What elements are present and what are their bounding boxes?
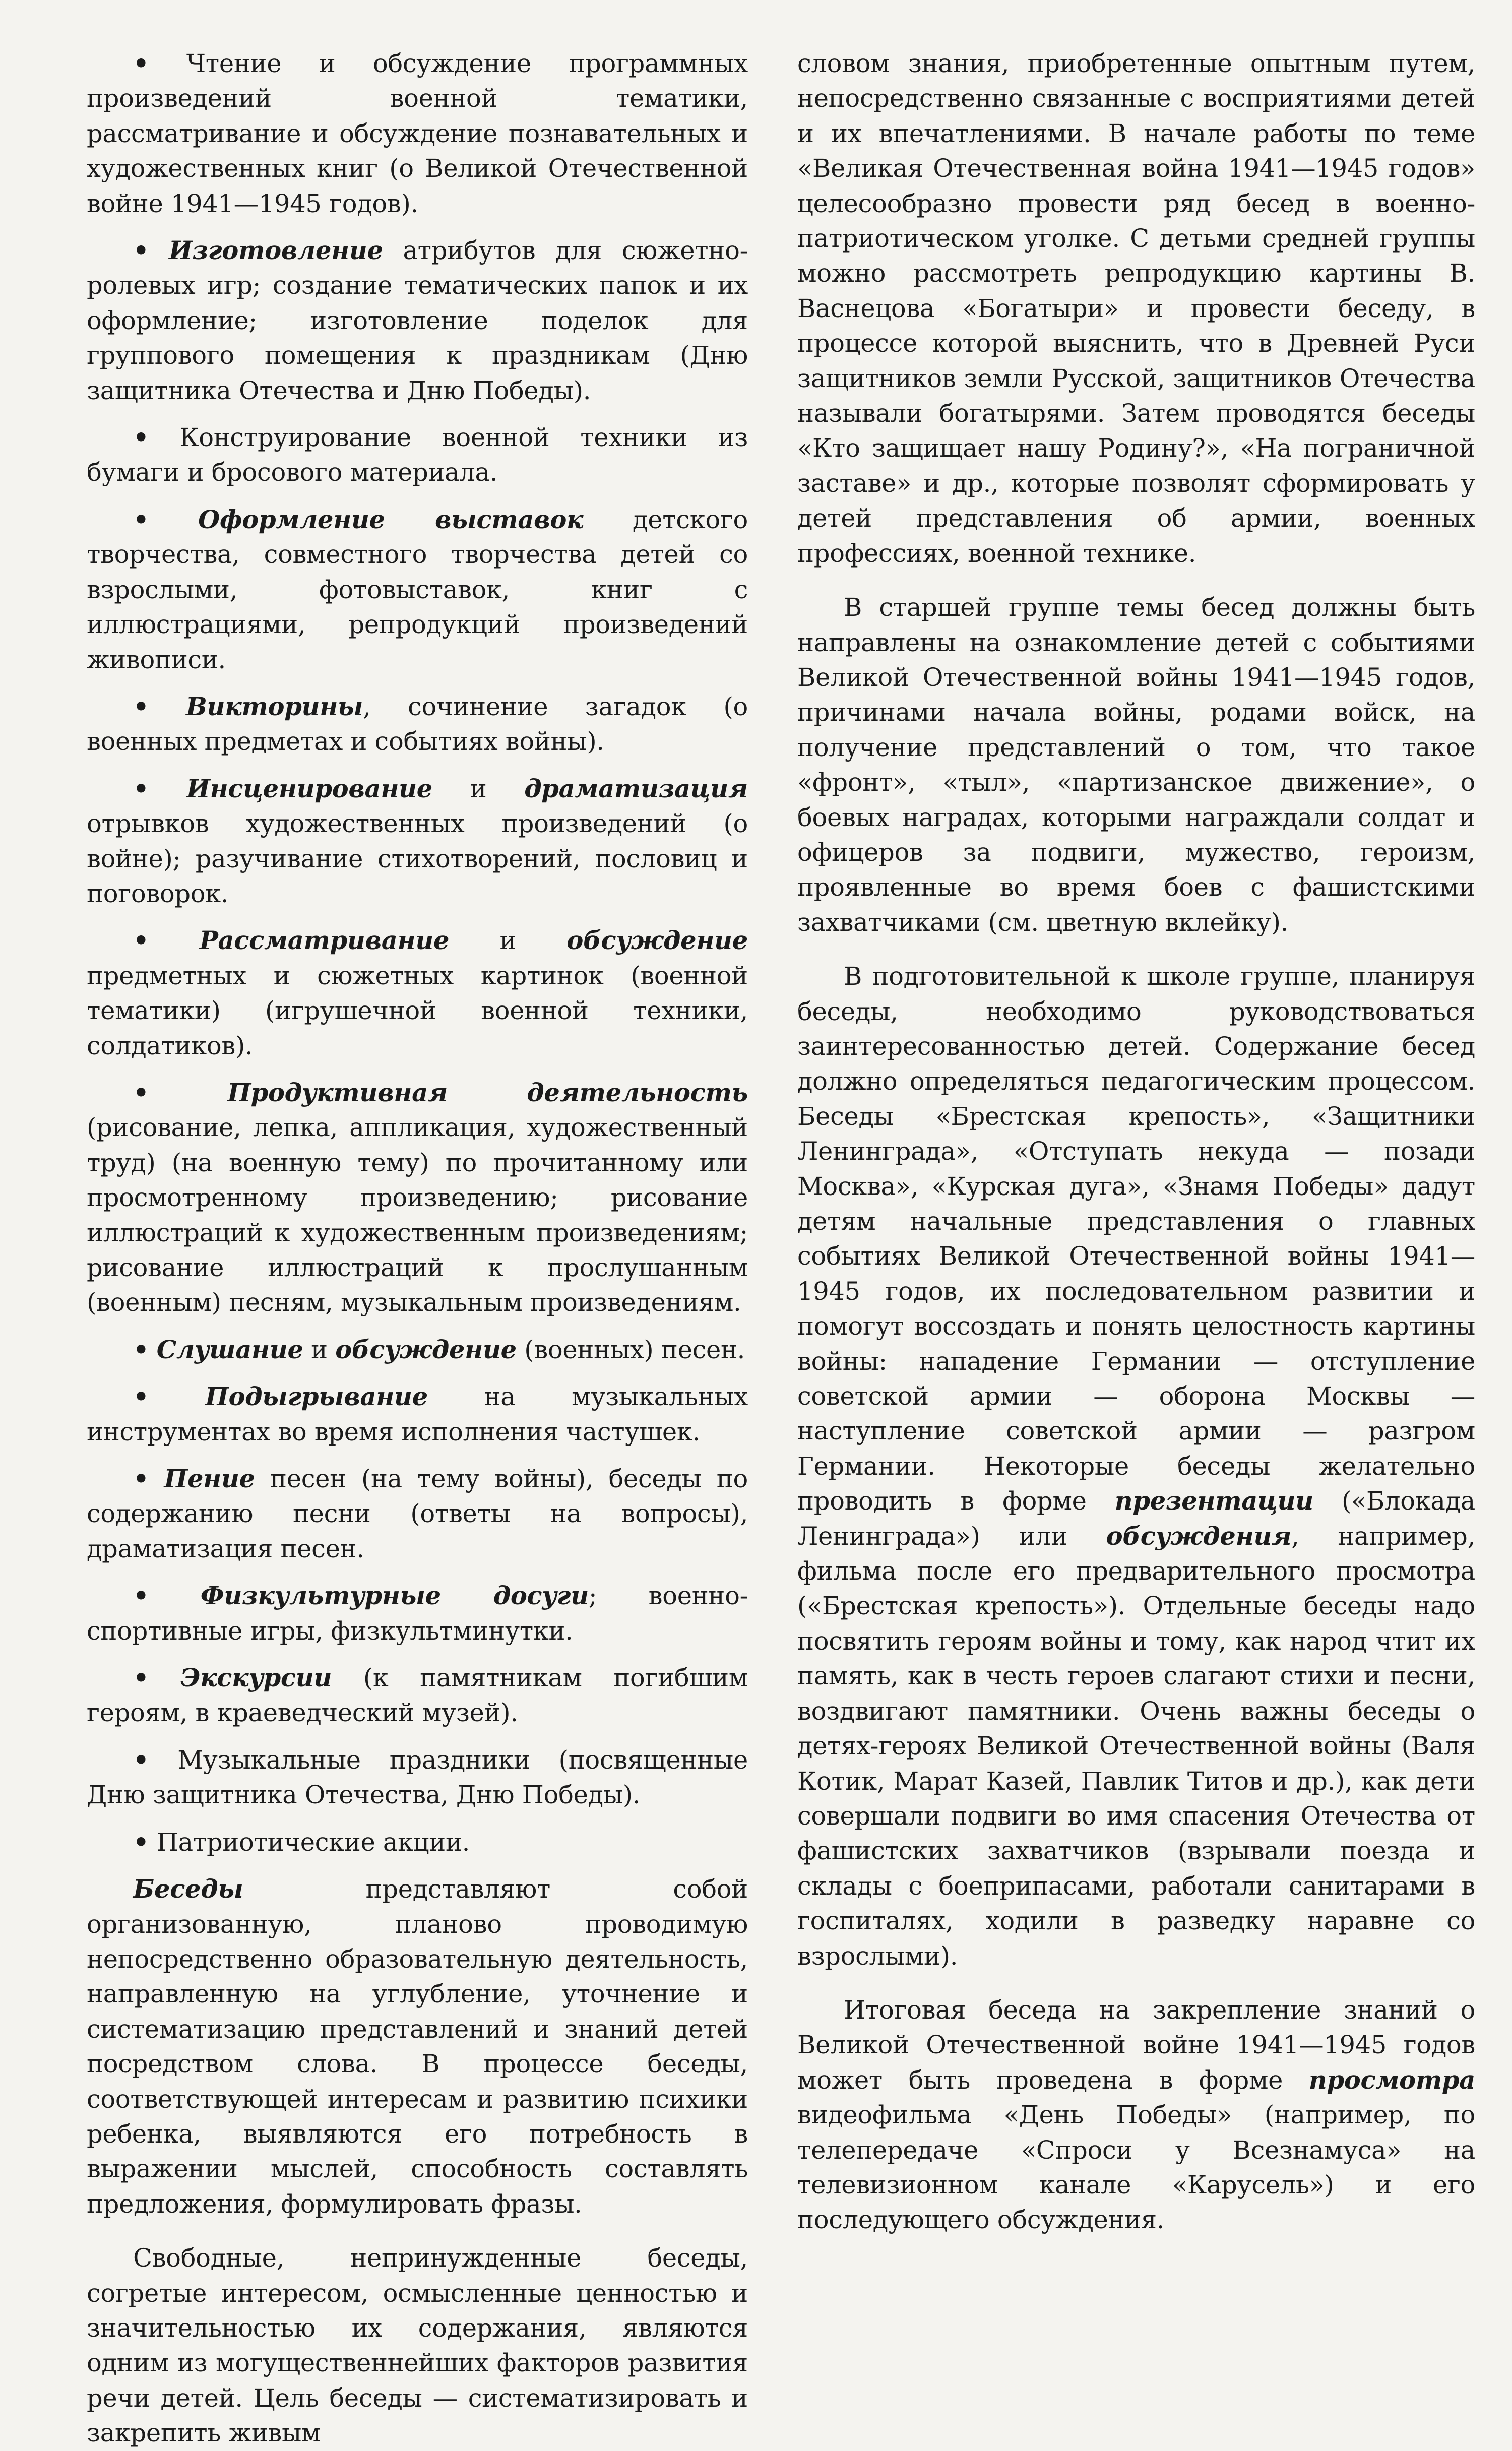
emphasis-term: Подыгрывание: [205, 1382, 428, 1412]
list-item: [87, 1743, 748, 1813]
list-item-text: на музыкальных инструментах во время исполнения частушек.: [87, 1382, 748, 1447]
paragraph: [797, 959, 1475, 1974]
list-item-text: детского творчества, совместного творчества детей со взрослыми, фотовыставок, книг с иллюстрациями, репродукций произведений живописи.: [87, 505, 748, 674]
list-item-text: (военных) песен.: [516, 1335, 745, 1364]
paragraph-text: («Блокада Ленинграда») или: [797, 1486, 1475, 1551]
list-item: [87, 502, 748, 677]
bullet-marker: •: [133, 49, 149, 78]
emphasis-term: обсуждение: [566, 926, 748, 956]
list-item: [87, 420, 748, 490]
right-column: [797, 46, 1475, 2238]
emphasis-term: Беседы: [133, 1874, 243, 1904]
list-item-text: песен (на тему войны), беседы по содержанию песни (ответы на вопросы), драматизация песен.: [87, 1464, 748, 1563]
list-item: [87, 689, 748, 760]
list-item: [87, 1661, 748, 1731]
connector-text: и: [449, 926, 567, 956]
paragraph: [797, 1993, 1475, 2238]
list-item-text: отрывков художественных произведений (о войне); разучивание стихотворений, пословиц и поговорок.: [87, 809, 748, 908]
emphasis-term: Викторины: [185, 692, 363, 721]
paragraph-text: Свободные, непринужденные беседы, согретые интересом, осмысленные ценностью и значительностью их содержания, являются одним из могущественнейших факторов развития речи детей. Цель беседы — систематизировать и закрепить живым: [87, 2243, 748, 2448]
bullet-marker: •: [133, 1382, 149, 1412]
paragraph-text: Итоговая беседа на закрепление знаний о Великой Отечественной войне 1941—1945 годов может быть проведена в форме: [797, 1995, 1475, 2095]
list-item: [87, 772, 748, 912]
emphasis-term: Рассматривание: [199, 926, 450, 956]
paragraph-text: представляют собой организованную, планово проводимую непосредственно образовательную деятельность, направленную на углубление, уточнение и систематизацию представлений и знаний детей посредством слова. В процессе беседы, соответствующей интересам и развитию психики ребенка, выявляются его потребность в выражении мыслей, способность составлять предложения, формулировать фразы.: [87, 1874, 748, 2219]
emphasis-term: драматизация: [524, 774, 748, 803]
bullet-marker: •: [133, 1745, 149, 1775]
list-item: [87, 1333, 748, 1367]
bullet-marker: •: [133, 423, 149, 453]
list-item-text: (к памятникам погибшим героям, в краеведческий музей).: [87, 1663, 748, 1728]
bullet-marker: •: [133, 774, 149, 803]
list-item: [87, 1076, 748, 1321]
list-item-text: ; военно-спортивные игры, физкультминутки.: [87, 1581, 748, 1646]
bullet-marker: •: [133, 505, 149, 534]
paragraph: [797, 590, 1475, 940]
bullet-marker: •: [133, 236, 149, 266]
emphasis-term: Слушание: [156, 1335, 303, 1364]
list-item: [87, 923, 748, 1063]
emphasis-term: Изготовление: [169, 236, 383, 266]
list-item-text: Музыкальные праздники (посвященные Дню защитника Отечества, Дню Победы).: [87, 1745, 748, 1810]
list-item-text: Конструирование военной техники из бумаги и бросового материала.: [87, 423, 748, 487]
paragraph-text: В старшей группе темы бесед должны быть направлены на ознакомление детей с событиями Великой Отечественной войны 1941—1945 годов, причинами начала войны, родами войск, на получение представлений о том, что такое «фронт», «тыл», «партизанское движение», о боевых наградах, которыми награждали солдат и офицеров за подвиги, мужество, героизм, проявленные во время боев с фашистскими захватчиками (см. цветную вклейку).: [797, 593, 1475, 937]
list-item: [87, 1579, 748, 1649]
bullet-marker: •: [133, 1827, 149, 1857]
connector-text: и: [432, 774, 525, 803]
paragraph-text: словом знания, приобретенные опытным путем, непосредственно связанные с восприятиями детей и их впечатлениями. В начале работы по теме «Великая Отечественная война 1941—1945 годов» целесообразно провести ряд бесед в военно-патриотическом уголке. С детьми средней группы можно рассмотреть репродукцию картины В. Васнецова «Богатыри» и провести беседу, в процессе которой выяснить, что в Древней Руси защитников земли Русской, защитников Отечества называли богатырями. Затем проводятся беседы «Кто защищает нашу Родину?», «На пограничной заставе» и др., которые позволят сформировать у детей представления об армии, военных профессиях, военной технике.: [797, 49, 1475, 568]
list-item-text: Чтение и обсуждение программных произведений военной тематики, рассматривание и обсуждение познавательных и художественных книг (о Великой Отечественной войне 1941—1945 годов).: [87, 49, 748, 218]
list-item-text: атрибутов для сюжетно-ролевых игр; создание тематических папок и их оформление; изготовление поделок для группового помещения к праздникам (Дню защитника Отечества и Дню Победы).: [87, 236, 748, 405]
list-item: [87, 233, 748, 408]
emphasis-term: презентации: [1114, 1486, 1313, 1516]
list-item: [87, 46, 748, 221]
emphasis-term: Пение: [164, 1464, 255, 1494]
list-item-text: (рисование, лепка, аппликация, художественный труд) (на военную тему) по прочитанному или просмотренному произведению; рисование иллюстраций к художественным произведениям; рисование иллюстраций к прослушанным (военным) песням, музыкальным произведениям.: [87, 1113, 748, 1317]
list-item-text: предметных и сюжетных картинок (военной тематики) (игрушечной военной техники, солдатиков).: [87, 961, 748, 1060]
paragraph-text: видеофильма «День Победы» (например, по телепередаче «Спроси у Всезнамуса» на телевизионном канале «Карусель») и его последующего обсуждения.: [797, 2100, 1475, 2235]
emphasis-term: обсуждение: [335, 1335, 517, 1364]
connector-text: и: [303, 1335, 336, 1364]
paragraph: [87, 1872, 748, 2222]
list-item: [87, 1825, 748, 1860]
emphasis-term: обсуждения: [1106, 1521, 1292, 1551]
list-item-text: , сочинение загадок (о военных предметах и событиях войны).: [87, 692, 748, 757]
list-item-text: Патриотические акции.: [156, 1827, 470, 1857]
emphasis-term: просмотра: [1308, 2065, 1475, 2095]
emphasis-term: Физкультурные досуги: [200, 1581, 589, 1611]
emphasis-term: Инсценирование: [186, 774, 432, 803]
emphasis-term: Оформление выставок: [198, 505, 584, 534]
paragraph-text: В подготовительной к школе группе, планируя беседы, необходимо руководствоваться заинтересованностью детей. Содержание бесед должно определяться педагогическим процессом. Беседы «Брестская крепость», «Защитники Ленинграда», «Отступать некуда — позади Москва», «Курская дуга», «Знамя Победы» дадут детям начальные представления о главных событиях Великой Отечественной войны 1941—1945 годов, их последовательном развитии и помогут воссоздать и понять целостность картины войны: нападение Германии — отступление советской армии — оборона Москвы — наступление советской армии — разгром Германии. Некоторые беседы желательно проводить в форме: [797, 962, 1475, 1516]
bullet-marker: •: [133, 1335, 149, 1364]
paragraph: [797, 46, 1475, 571]
paragraph: [87, 2241, 748, 2450]
emphasis-term: Продуктивная деятельность: [227, 1078, 748, 1107]
bullet-marker: •: [133, 1581, 149, 1611]
paragraph-text: , например, фильма после его предварительного просмотра («Брестская крепость»). Отдельные беседы надо посвятить героям войны и тому, как народ чтит их память, как в честь героев слагают стихи и песни, воздвигают памятники. Очень важны беседы о детях-героях Великой Отечественной войны (Валя Котик, Марат Казей, Павлик Титов и др.), как дети совершали подвиги во имя спасения Отечества от фашистских захватчиков (взрывали поезда и склады с боеприпасами, работали санитарами в госпиталях, ходили в разведку наравне со взрослыми).: [797, 1521, 1476, 1971]
list-item: [87, 1462, 748, 1566]
emphasis-term: Экскурсии: [180, 1663, 332, 1693]
list-item: [87, 1379, 748, 1450]
bullet-marker: •: [133, 926, 149, 956]
left-column: [87, 46, 748, 2451]
bullet-marker: •: [133, 1464, 149, 1494]
bullet-marker: •: [133, 1078, 149, 1107]
bullet-marker: •: [133, 692, 149, 721]
bullet-marker: •: [133, 1663, 149, 1693]
